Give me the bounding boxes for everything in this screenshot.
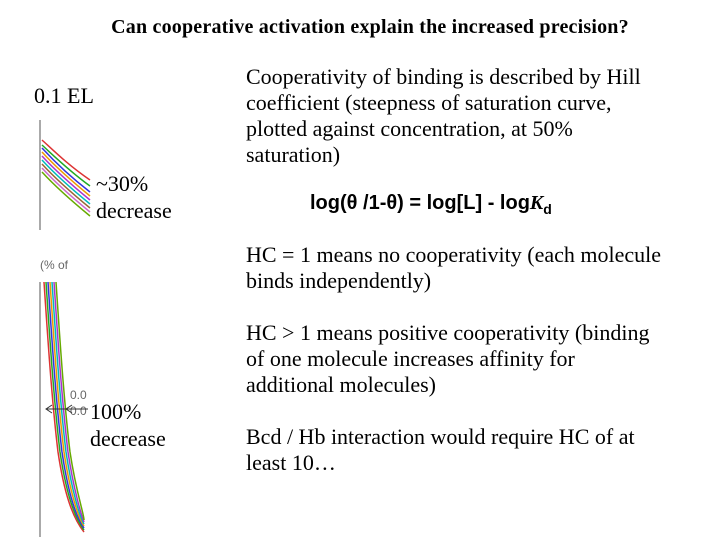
hill-equation [310,192,552,217]
decrease-100-line2: decrease [90,426,166,451]
hc-equals-one-paragraph: HC = 1 means no cooperativity (each molecule binds independently) [246,242,661,293]
decrease-100-label [90,398,166,452]
arrow-indicator [44,402,90,414]
hill-equation-subscript: d [543,201,552,217]
axis-fragment-zero-1: 0.0 [70,388,87,402]
decrease-30-line1: ~30% [96,171,149,196]
left-arrow-icon [44,403,90,415]
slide-title: Can cooperative activation explain the increased precision? [111,16,629,38]
decrease-30-label [96,170,172,224]
hill-equation-k: K [529,192,544,214]
hill-equation-main: log(θ /1-θ) = log[L] - log [310,192,530,214]
bcd-hb-paragraph: Bcd / Hb interaction would require HC of at least 10… [246,424,635,475]
top-profile-plot [38,120,93,230]
cooperativity-paragraph: Cooperativity of binding is described by Hill coefficient (steepness of saturation curve, plotted against concentration, at 50% saturation) [246,64,641,167]
hc-greater-one-paragraph: HC > 1 means positive cooperativity (binding of one molecule increases affinity for additional molecules) [246,320,650,397]
axis-fragment-percent: (% of [40,258,69,272]
decrease-100-line1: 100% [90,399,142,424]
axis-fragment-zero-2: 0.0 [70,404,87,418]
top-profile-curves [38,120,93,230]
el-label: 0.1 EL [34,83,94,108]
decrease-30-line2: decrease [96,198,172,223]
